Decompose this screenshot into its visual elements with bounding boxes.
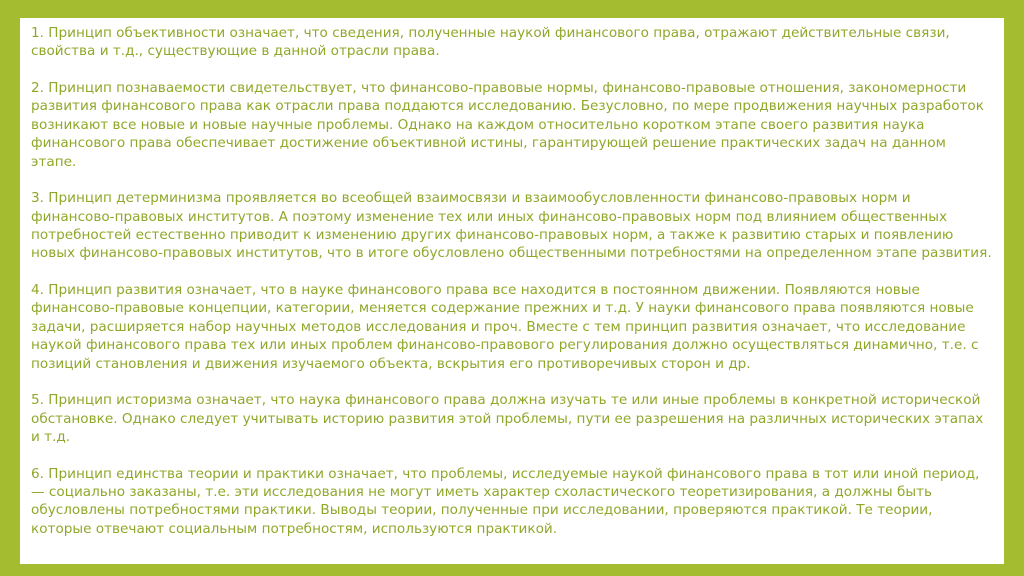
- paragraph-determinism: 3. Принцип детерминизма проявляется во всеобщей взаимосвязи и взаимообусловленности финансово-правовых норм и финансово-правовых институтов. А поэтому изменение тех или иных финансово-правовых норм под влиянием общественных потребностей естественно приводит к изменению других финансово-правовых норм, а также к развитию старых и появлению новых финансово-правовых институтов, что в итоге обусловлено общественными потребностями на определенном этапе развития.: [31, 190, 992, 262]
- paragraph-theory-practice: 6. Принцип единства теории и практики означает, что проблемы, исследуемые наукой финансового права в тот или иной период, — социально заказаны, т.е. эти исследования не могут иметь характер схоластического теоретизирования, а должны быть обусловлены потребностями практики. Выводы теории, полученные при исследовании, проверяются практикой. Те теории, которые отвечают социальным потребностям, используются практикой.: [31, 465, 980, 537]
- paragraph-objectivity: 1. Принцип объективности означает, что сведения, полученные наукой финансового права, отражают действительные связи, свойства и т.д., существующие в данной отрасли права.: [31, 25, 950, 60]
- paragraph-cognizability: 2. Принцип познаваемости свидетельствует, что финансово-правовые нормы, финансово-правовые отношения, закономерности развития финансового права как отрасли права поддаются исследованию. Безусловно, по мере продвижения научных разработок возникают все новые и новые научные проблемы. Однако на каждом относительно коротком этапе своего развития наука финансового права обеспечивает достижение объективной истины, гарантирующей решение практических задач на данном этапе.: [31, 80, 984, 170]
- slide-page: [20, 18, 1004, 564]
- text-body: [31, 24, 993, 538]
- paragraph-historicism: 5. Принцип историзма означает, что наука финансового права должна изучать те или иные проблемы в конкретной исторической обстановке. Однако следует учитывать историю развития этой проблемы, пути ее разрешения на различных исторических этапах и т.д.: [31, 392, 984, 446]
- paragraph-development: 4. Принцип развития означает, что в науке финансового права все находится в постоянном движении. Появляются новые финансово-правовые концепции, категории, меняется содержание прежних и т.д. У науки финансового права появляются новые задачи, расширяется набор научных методов исследования и проч. Вместе с тем принцип развития означает, что исследование наукой финансового права тех или иных проблем финансово-правового регулирования должно осуществляться динамично, т.е. с позиций становления и движения изучаемого объекта, вскрытия его противоречивых сторон и др.: [31, 282, 979, 372]
